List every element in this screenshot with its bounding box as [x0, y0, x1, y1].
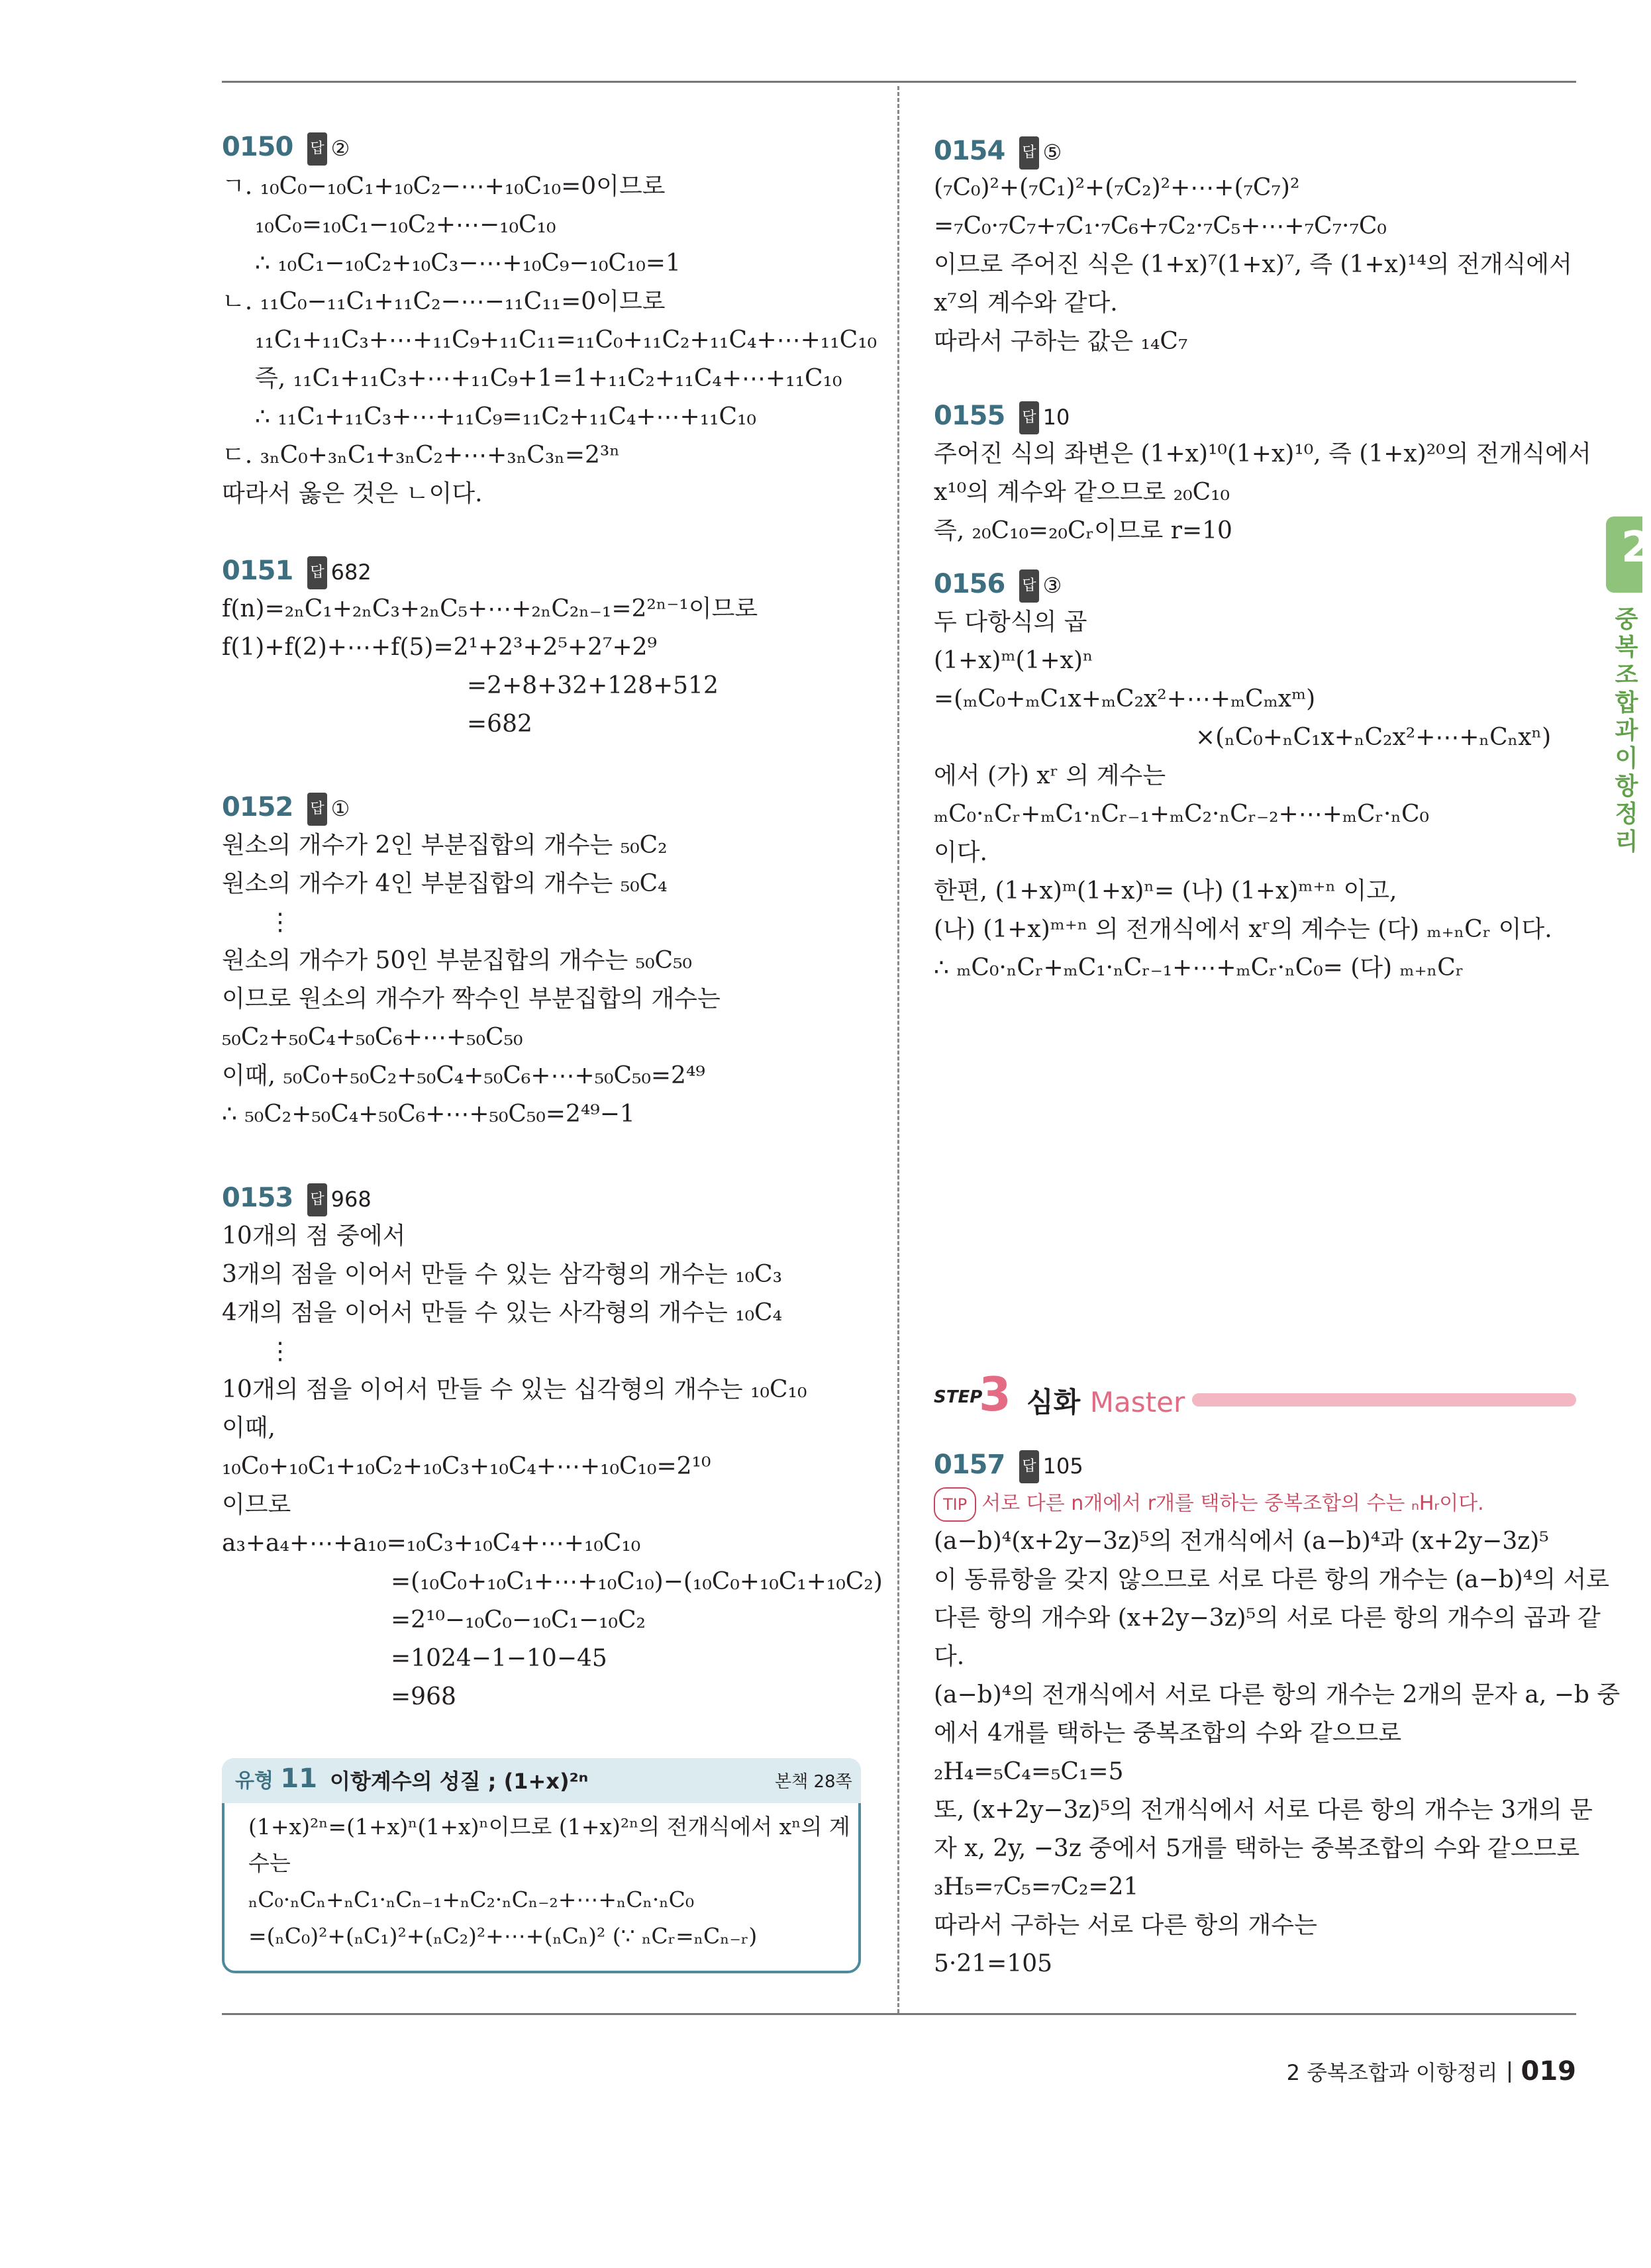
- page-footer: [1287, 2056, 1576, 2087]
- vertical-ellipsis: ⋮: [268, 909, 292, 936]
- problem-header-0156: 0156 답 ③: [934, 568, 1062, 603]
- type-reference: 본책 28쪽: [775, 1772, 852, 1792]
- problem-header-0151: 0151 답 682: [222, 555, 372, 589]
- solution-line: ₁₀C₀+₁₀C₁+₁₀C₂+₁₀C₃+₁₀C₄+⋯+₁₀C₁₀=2¹⁰: [222, 1453, 711, 1480]
- solution-line: ₘC₀·ₙCᵣ+ₘC₁·ₙCᵣ₋₁+ₘC₂·ₙCᵣ₋₂+⋯+ₘCᵣ·ₙC₀: [934, 801, 1429, 828]
- solution-line: 에서 (가) xʳ 의 계수는: [934, 762, 1166, 789]
- solution-line: 원소의 개수가 2인 부분집합의 개수는 ₅₀C₂: [222, 832, 668, 859]
- solution-line: ∴ ₁₀C₁−₁₀C₂+₁₀C₃−⋯+₁₀C₉−₁₀C₁₀=1: [255, 250, 681, 277]
- type-line: 수는: [248, 1850, 291, 1876]
- solution-line: ∴ ₘC₀·ₙCᵣ+ₘC₁·ₙCᵣ₋₁+⋯+ₘCᵣ·ₙC₀= (다) ₘ₊ₙCᵣ: [934, 954, 1464, 981]
- solution-line: 한편, (1+x)ᵐ(1+x)ⁿ= (나) (1+x)ᵐ⁺ⁿ 이고,: [934, 877, 1397, 905]
- solution-line: 10개의 점을 이어서 만들 수 있는 십각형의 개수는 ₁₀C₁₀: [222, 1376, 807, 1403]
- problem-header-0153: 0153 답 968: [222, 1182, 372, 1216]
- solution-line: =(ₘC₀+ₘC₁x+ₘC₂x²+⋯+ₘCₘxᵐ): [934, 685, 1316, 713]
- solution-line: 이때, ₅₀C₀+₅₀C₂+₅₀C₄+₅₀C₆+⋯+₅₀C₅₀=2⁴⁹: [222, 1062, 705, 1089]
- bottom-rule: [222, 2013, 1576, 2015]
- solution-line: 주어진 식의 좌변은 (1+x)¹⁰(1+x)¹⁰, 즉 (1+x)²⁰의 전개식에서: [934, 440, 1591, 468]
- problem-header-0155: 0155 답 10: [934, 400, 1070, 434]
- solution-line: 원소의 개수가 4인 부분집합의 개수는 ₅₀C₄: [222, 870, 668, 897]
- tip-badge: TIP: [934, 1487, 976, 1522]
- solution-line: 이므로 주어진 식은 (1+x)⁷(1+x)⁷, 즉 (1+x)¹⁴의 전개식에서: [934, 251, 1572, 278]
- solution-line: 따라서 옳은 것은 ㄴ이다.: [222, 480, 483, 507]
- problem-header-0152: 0152 답 ①: [222, 791, 350, 826]
- type-line: ₙC₀·ₙCₙ+ₙC₁·ₙCₙ₋₁+ₙC₂·ₙCₙ₋₂+⋯+ₙCₙ·ₙC₀: [248, 1887, 695, 1912]
- solution-line: 10개의 점 중에서: [222, 1222, 406, 1250]
- solution-line: ₃H₅=₇C₅=₇C₂=21: [934, 1873, 1139, 1900]
- solution-line: 다른 항의 개수와 (x+2y−3z)⁵의 서로 다른 항의 개수의 곱과 같: [934, 1604, 1601, 1632]
- solution-line: 따라서 구하는 서로 다른 항의 개수는: [934, 1912, 1317, 1939]
- solution-line: 즉, ₁₁C₁+₁₁C₃+⋯+₁₁C₉+1=1+₁₁C₂+₁₁C₄+⋯+₁₁C₁₀: [255, 365, 842, 392]
- solution-line: (a−b)⁴의 전개식에서 서로 다른 항의 개수는 2개의 문자 a, −b 중: [934, 1681, 1621, 1708]
- solution-line: x⁷의 계수와 같다.: [934, 289, 1118, 317]
- chapter-tab-number: 2: [1621, 523, 1651, 572]
- type-label: 유형 11: [235, 1763, 318, 1794]
- solution-line: 이 동류항을 갖지 않으므로 서로 다른 항의 개수는 (a−b)⁴의 서로: [934, 1566, 1610, 1593]
- tip-line: TIP 서로 다른 n개에서 r개를 택하는 중복조합의 수는 ₙHᵣ이다.: [934, 1487, 1484, 1522]
- solution-line: 이때,: [222, 1414, 275, 1442]
- solution-line: ㄴ. ₁₁C₀−₁₁C₁+₁₁C₂−⋯−₁₁C₁₁=0이므로: [222, 288, 666, 315]
- problem-header-0154: 0154 답 ⑤: [934, 135, 1062, 170]
- solution-line: =968: [391, 1683, 456, 1710]
- step-bar: [1192, 1393, 1576, 1406]
- solution-line: ₅₀C₂+₅₀C₄+₅₀C₆+⋯+₅₀C₅₀: [222, 1024, 523, 1051]
- page-number: 019: [1521, 2056, 1576, 2087]
- solution-line: 4개의 점을 이어서 만들 수 있는 사각형의 개수는 ₁₀C₄: [222, 1299, 783, 1326]
- solution-line: ㄷ. ₃ₙC₀+₃ₙC₁+₃ₙC₂+⋯+₃ₙC₃ₙ=2³ⁿ: [222, 442, 620, 469]
- solution-line: 자 x, 2y, −3z 중에서 5개를 택하는 중복조합의 수와 같으므로: [934, 1835, 1580, 1862]
- top-rule: [222, 81, 1576, 83]
- solution-line: a₃+a₄+⋯+a₁₀=₁₀C₃+₁₀C₄+⋯+₁₀C₁₀: [222, 1530, 641, 1557]
- solution-line: (나) (1+x)ᵐ⁺ⁿ 의 전개식에서 xʳ의 계수는 (다) ₘ₊ₙCᵣ 이다.: [934, 916, 1552, 943]
- vertical-ellipsis: ⋮: [268, 1338, 292, 1365]
- solution-line: (1+x)ᵐ(1+x)ⁿ: [934, 647, 1093, 674]
- solution-line: =682: [467, 711, 532, 738]
- solution-line: 3개의 점을 이어서 만들 수 있는 삼각형의 개수는 ₁₀C₃: [222, 1261, 783, 1288]
- solution-line: ₁₀C₀=₁₀C₁−₁₀C₂+⋯−₁₀C₁₀: [255, 211, 556, 238]
- solution-line: 즉, ₂₀C₁₀=₂₀Cᵣ이므로 r=10: [934, 517, 1232, 544]
- solution-line: 이다.: [934, 839, 987, 866]
- solution-line: =₇C₀·₇C₇+₇C₁·₇C₆+₇C₂·₇C₅+⋯+₇C₇·₇C₀: [934, 213, 1387, 240]
- solution-line: f(n)=₂ₙC₁+₂ₙC₃+₂ₙC₅+⋯+₂ₙC₂ₙ₋₁=2²ⁿ⁻¹이므로: [222, 595, 758, 622]
- solution-line: ₁₁C₁+₁₁C₃+⋯+₁₁C₉+₁₁C₁₁=₁₁C₀+₁₁C₂+₁₁C₄+⋯+₁₁C₁₀: [255, 326, 877, 354]
- solution-line: =2¹⁰−₁₀C₀−₁₀C₁−₁₀C₂: [391, 1606, 646, 1634]
- solution-line: 이므로: [222, 1491, 291, 1518]
- type-line: =(ₙC₀)²+(ₙC₁)²+(ₙC₂)²+⋯+(ₙCₙ)² (∵ ₙCᵣ=ₙCₙ₋ᵣ): [248, 1923, 758, 1949]
- solution-line: f(1)+f(2)+⋯+f(5)=2¹+2³+2⁵+2⁷+2⁹: [222, 634, 657, 661]
- problem-header-0157: 0157 답 105: [934, 1449, 1083, 1483]
- solution-line: x¹⁰의 계수와 같으므로 ₂₀C₁₀: [934, 479, 1230, 506]
- solution-line: 에서 4개를 택하는 중복조합의 수와 같으므로: [934, 1720, 1402, 1747]
- solution-line: 다.: [934, 1643, 965, 1670]
- step-title: 심화 Master: [1026, 1386, 1185, 1418]
- solution-line: =1024−1−10−45: [391, 1645, 607, 1672]
- type-title: 이항계수의 성질 ; (1+x)²ⁿ: [330, 1769, 589, 1794]
- footer-chapter: 2 중복조합과 이항정리: [1286, 2060, 1498, 2085]
- solution-line: (a−b)⁴(x+2y−3z)⁵의 전개식에서 (a−b)⁴과 (x+2y−3z)⁵: [934, 1528, 1549, 1555]
- type-line: (1+x)²ⁿ=(1+x)ⁿ(1+x)ⁿ이므로 (1+x)²ⁿ의 전개식에서 xⁿ의 계: [248, 1814, 850, 1840]
- solution-line: 또, (x+2y−3z)⁵의 전개식에서 서로 다른 항의 개수는 3개의 문: [934, 1797, 1593, 1824]
- solution-line: 따라서 구하는 값은 ₁₄C₇: [934, 328, 1188, 355]
- solution-line: 이므로 원소의 개수가 짝수인 부분집합의 개수는: [222, 985, 721, 1012]
- solution-line: ×(ₙC₀+ₙC₁x+ₙC₂x²+⋯+ₙCₙxⁿ): [1195, 724, 1552, 751]
- solution-line: 원소의 개수가 50인 부분집합의 개수는 ₅₀C₅₀: [222, 947, 692, 974]
- solution-line: =2+8+32+128+512: [467, 672, 719, 699]
- solution-line: (₇C₀)²+(₇C₁)²+(₇C₂)²+⋯+(₇C₇)²: [934, 174, 1300, 201]
- solution-line: 5·21=105: [934, 1950, 1053, 1977]
- solution-line: =(₁₀C₀+₁₀C₁+⋯+₁₀C₁₀)−(₁₀C₀+₁₀C₁+₁₀C₂): [391, 1568, 883, 1595]
- problem-header-0150: 0150 답 ②: [222, 131, 350, 166]
- solution-line: 두 다항식의 곱: [934, 609, 1087, 636]
- solution-line: ∴ ₅₀C₂+₅₀C₄+₅₀C₆+⋯+₅₀C₅₀=2⁴⁹−1: [222, 1101, 635, 1128]
- footer-divider: [1509, 2061, 1511, 2083]
- chapter-tab-text: 중복조합과 이항정리: [1615, 606, 1638, 856]
- solution-line: ㄱ. ₁₀C₀−₁₀C₁+₁₀C₂−⋯+₁₀C₁₀=0이므로: [222, 173, 666, 200]
- solution-line: ₂H₄=₅C₄=₅C₁=5: [934, 1758, 1124, 1785]
- column-separator: [897, 86, 899, 2013]
- solution-line: ∴ ₁₁C₁+₁₁C₃+⋯+₁₁C₉=₁₁C₂+₁₁C₄+⋯+₁₁C₁₀: [255, 403, 756, 430]
